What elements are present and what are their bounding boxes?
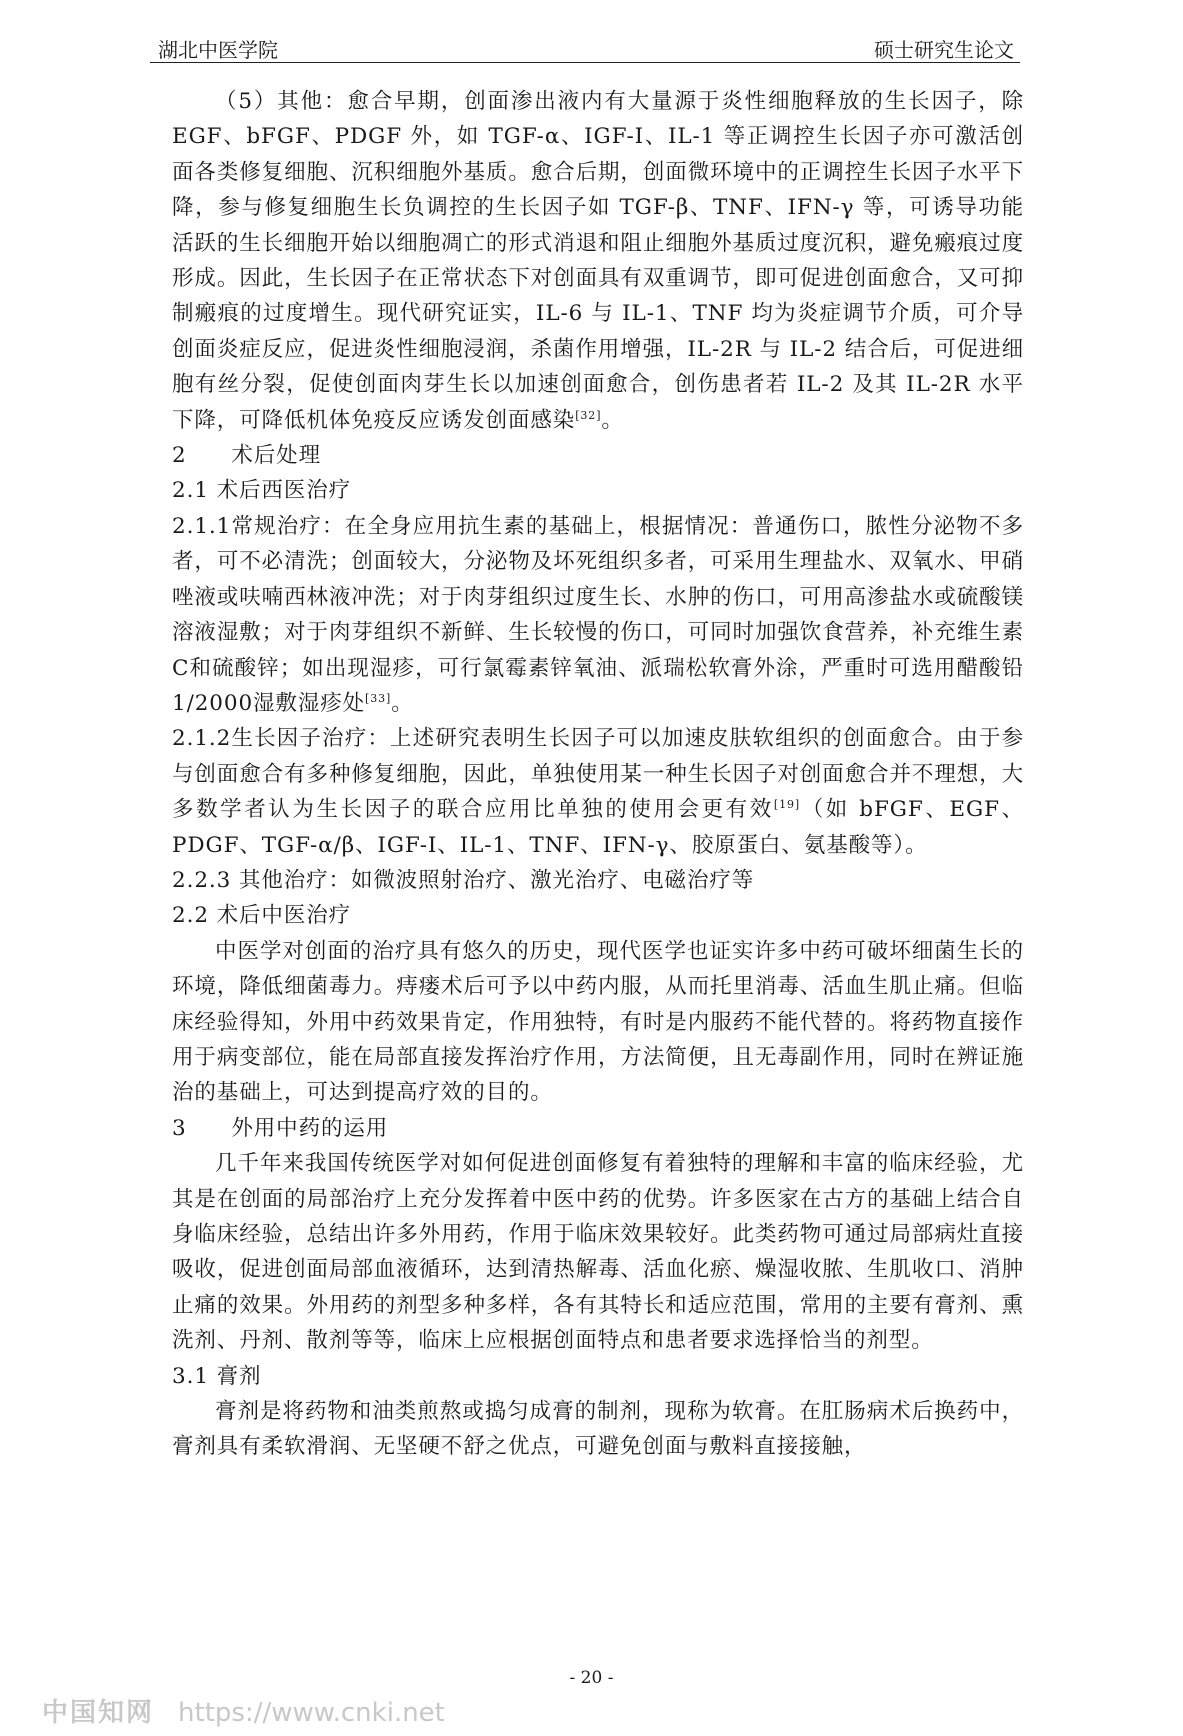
cnki-url[interactable]: https://www.cnki.net <box>178 1698 445 1728</box>
text-run: 3.1 膏剂 <box>172 1363 262 1389</box>
paragraph-p1 <box>172 84 1024 438</box>
text-run: 2.2 术后中医治疗 <box>172 903 352 929</box>
paragraph-p2 <box>172 438 1024 473</box>
paragraph-p11 <box>172 1359 1024 1394</box>
text-run: 。 <box>601 407 624 433</box>
paragraph-p4 <box>172 509 1024 721</box>
paragraph-p5 <box>172 721 1024 863</box>
text-run: 2.1 术后西医治疗 <box>172 478 352 504</box>
citation-ref: [19] <box>773 797 801 811</box>
text-run: 膏剂是将药物和油类煎熬或捣匀成膏的制剂，现称为软膏。在肛肠病术后换药中，膏剂具有柔软滑润、无坚硬不舒之优点，可避免创面与敷料直接接触， <box>172 1399 1024 1460</box>
text-run: 2.1.1常规治疗：在全身应用抗生素的基础上，根据情况：普通伤口，脓性分泌物不多者，可不必清洗；创面较大，分泌物及坏死组织多者，可采用生理盐水、双氧水、甲硝唑液或呋喃西林液冲洗；对于肉芽组织过度生长、水肿的伤口，可用高渗盐水或硫酸镁溶液湿敷；对于肉芽组织不新鲜、生长较慢的伤口，可同时加强饮食营养，补充维生素C和硫酸锌；如出现湿疹，可行氯霉素锌氧油、派瑞松软膏外涂，严重时可选用醋酸铅1/2000湿敷湿疹处 <box>172 513 1024 716</box>
watermark <box>42 1692 445 1729</box>
body-text <box>172 84 1024 1465</box>
text-run: 2.1.2生长因子治疗：上述研究表明生长因子可以加速皮肤软组织的创面愈合。由于参与创面愈合有多种修复细胞，因此，单独使用某一种生长因子对创面愈合并不理想，大多数学者认为生长因子的联合应用比单独的使用会更有效 <box>172 726 1024 823</box>
text-run: （如 bFGF、EGF、PDGF、TGF-α/β、IGF-I、IL-1、TNF、IFN-γ、胶原蛋白、氨基酸等）。 <box>172 797 1024 858</box>
paragraph-p7 <box>172 898 1024 933</box>
paragraph-p6 <box>172 863 1024 898</box>
header-doc-type: 硕士研究生论文 <box>874 38 1014 62</box>
cnki-logo: 中国知网 <box>42 1698 155 1728</box>
text-run: 2.2.3 其他治疗：如微波照射治疗、激光治疗、电磁治疗等 <box>172 867 755 893</box>
paragraph-p3 <box>172 473 1024 508</box>
text-run: （5）其他：愈合早期，创面渗出液内有大量源于炎性细胞释放的生长因子，除 EGF、bFGF、PDGF 外，如 TGF-α、IGF-I、IL-1 等正调控生长因子亦可激活创面各类修复细胞、沉积细胞外基质。愈合后期，创面微环境中的正调控生长因子水平下降，参与修复细胞生长负调控的生长因子如 TGF-β、TNF、IFN-γ 等，可诱导功能活跃的生长细胞开始以细胞凋亡的形式消退和阻止细胞外基质过度沉积，避免瘢痕过度形成。因此，生长因子在正常状态下对创面具有双重调节，即可促进创面愈合，又可抑制瘢痕的过度增生。现代研究证实，IL-6 与 IL-1、TNF 均为炎症调节介质，可介导创面炎症反应，促进炎性细胞浸润，杀菌作用增强，IL-2R 与 IL-2 结合后，可促进细胞有丝分裂，促使创面肉芽生长以加速创面愈合，创伤患者若 IL-2 及其 IL-2R 水平下降，可降低机体免疫反应诱发创面感染 <box>172 89 1024 433</box>
text-run: 。 <box>391 690 414 716</box>
citation-ref: [33] <box>365 691 392 705</box>
text-run: 几千年来我国传统医学对如何促进创面修复有着独特的理解和丰富的临床经验，尤其是在创面的局部治疗上充分发挥着中医中药的优势。许多医家在古方的基础上结合自身临床经验，总结出许多外用药，作用于临床效果较好。此类药物可通过局部病灶直接吸收，促进创面局部血液循环，达到清热解毒、活血化瘀、燥湿收脓、生肌收口、消肿止痛的效果。外用药的剂型多种多样，各有其特长和适应范围，常用的主要有膏剂、熏洗剂、丹剂、散剂等等，临床上应根据创面特点和患者要求选择恰当的剂型。 <box>172 1151 1024 1354</box>
paragraph-p12 <box>172 1394 1024 1465</box>
page-number: - 20 - <box>569 1668 614 1688</box>
paragraph-p10 <box>172 1146 1024 1358</box>
citation-ref: [32] <box>575 408 602 422</box>
header-institution: 湖北中医学院 <box>158 38 278 62</box>
text-run: 3 外用中药的运用 <box>172 1115 389 1141</box>
paragraph-p9 <box>172 1111 1024 1146</box>
page-header <box>150 30 1020 63</box>
text-run: 中医学对创面的治疗具有悠久的历史，现代医学也证实许多中药可破坏细菌生长的环境，降低细菌毒力。痔瘘术后可予以中药内服，从而托里消毒、活血生肌止痛。但临床经验得知，外用中药效果肯定，作用独特，有时是内服药不能代替的。将药物直接作用于病变部位，能在局部直接发挥治疗作用，方法简便，且无毒副作用，同时在辨证施治的基础上，可达到提高疗效的目的。 <box>172 938 1024 1106</box>
text-run: 2 术后处理 <box>172 443 321 469</box>
paragraph-p8 <box>172 934 1024 1111</box>
